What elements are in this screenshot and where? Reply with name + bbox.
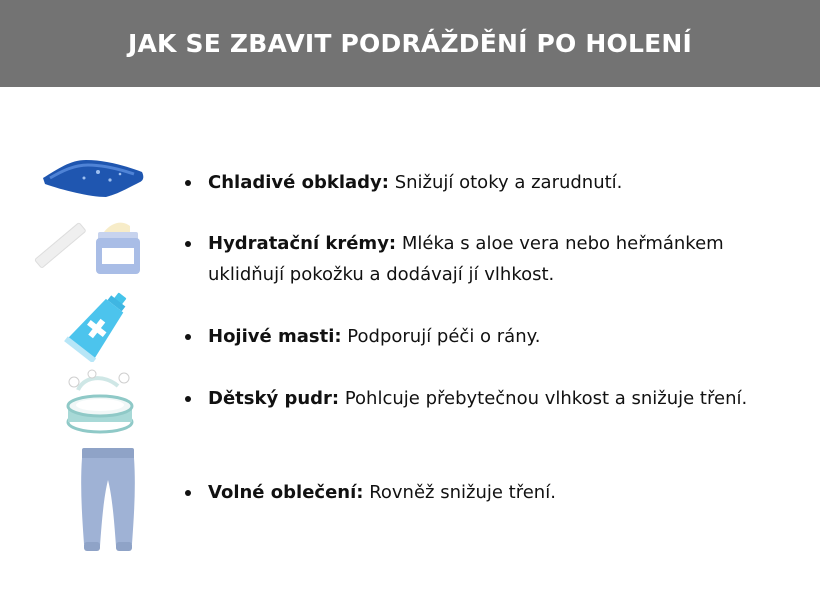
list-item <box>185 167 795 198</box>
cream-jar-icon <box>34 214 144 280</box>
item-description: Rovněž snižuje tření. <box>363 482 556 503</box>
page-title: JAK SE ZBAVIT PODRÁŽDĚNÍ PO HOLENÍ <box>127 29 693 58</box>
loose-trousers-icon <box>76 446 140 556</box>
list-item <box>185 321 795 352</box>
cooling-pack-icon <box>40 152 146 200</box>
list-item <box>185 477 795 508</box>
item-term: Dětský pudr: <box>208 388 340 409</box>
bullet <box>185 180 191 186</box>
list-item <box>185 228 795 290</box>
bullet <box>185 334 191 340</box>
item-description: Podporují péči o rány. <box>341 326 541 347</box>
ointment-tube-icon <box>62 290 138 362</box>
item-term: Chladivé obklady: <box>208 172 389 193</box>
item-description: Pohlcuje přebytečnou vlhkost a snižuje tření. <box>339 388 748 409</box>
bullet <box>185 490 191 496</box>
list-item <box>185 383 795 414</box>
bullet <box>185 241 191 247</box>
item-term: Hojivé masti: <box>208 326 342 347</box>
page-header <box>0 0 820 87</box>
item-description: Mléka s aloe vera nebo heřmánkem uklidňují pokožku a dodávají jí vlhkost. <box>208 233 724 285</box>
item-term: Hydratační krémy: <box>208 233 397 254</box>
powder-container-icon <box>60 368 140 440</box>
bullet <box>185 396 191 402</box>
item-term: Volné oblečení: <box>208 482 364 503</box>
item-description: Snižují otoky a zarudnutí. <box>388 172 623 193</box>
